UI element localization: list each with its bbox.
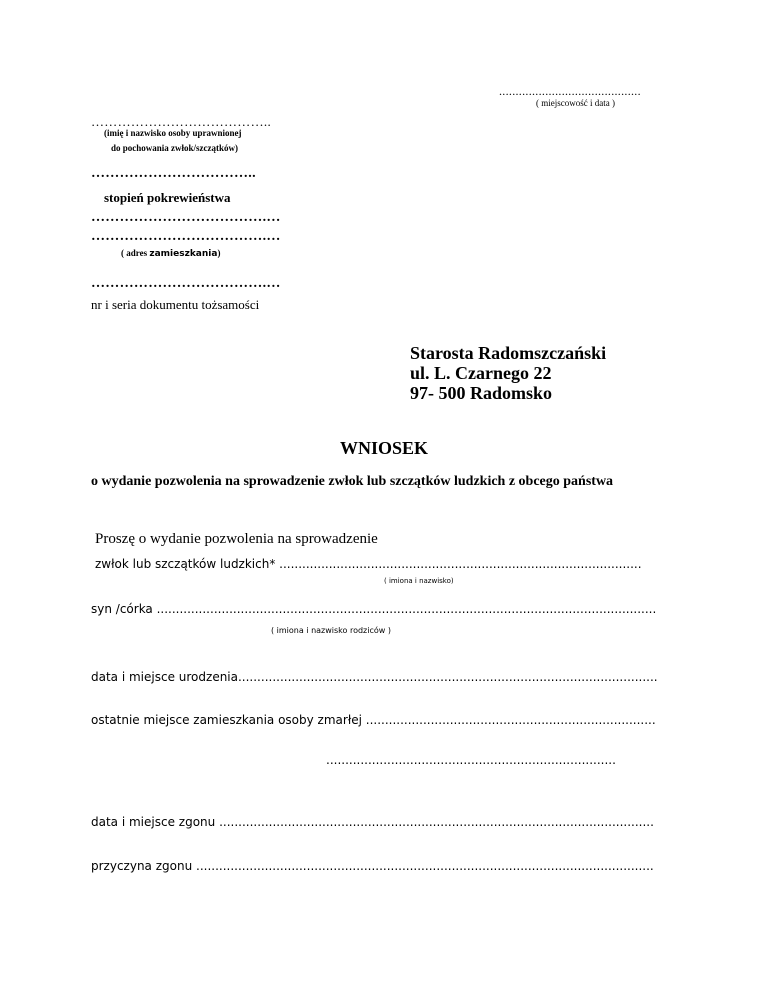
applicant-name-dots: …………………………………..	[91, 114, 271, 129]
remains-caption: ( imiona i nazwisko)	[384, 577, 454, 585]
intro-text: Proszę o wydanie pozwolenia na sprowadzenie	[95, 531, 378, 547]
birth-field: data i miejsce urodzenia..............................................................................................................	[91, 670, 658, 684]
kinship-label: stopień pokrewieństwa	[104, 190, 231, 205]
recipient-line-2: ul. L. Czarnego 22	[410, 363, 552, 383]
applicant-name-caption-2: do pochowania zwłok/szczątków)	[111, 143, 239, 153]
address-caption-suffix: )	[217, 248, 221, 258]
place-date-dots: ...........................................	[499, 84, 641, 98]
address-dots-2: ……………………………….…	[91, 229, 281, 244]
kinship-dots: ……………………………..	[91, 166, 256, 181]
address-caption-word: zamieszkania	[149, 249, 218, 259]
cause-field: przyczyna zgonu ........................................................................................................................	[91, 859, 654, 873]
death-field: data i miejsce zgonu ..................................................................................................................	[91, 815, 654, 829]
address-caption	[121, 248, 220, 259]
residence-field-2: ............................................................................	[326, 753, 616, 767]
recipient-line-3: 97- 500 Radomsko	[410, 383, 553, 403]
address-caption-prefix: ( adres	[121, 248, 148, 258]
residence-field: ostatnie miejsce zamieszkania osoby zmarłej ............................................................................	[91, 713, 656, 727]
document-title: WNIOSEK	[340, 438, 429, 458]
id-label: nr i seria dokumentu tożsamości	[91, 297, 260, 312]
parent-field: syn /córka ...................................................................................................................................	[91, 602, 657, 616]
recipient-line-1: Starosta Radomszczański	[410, 343, 607, 363]
address-dots-1: ……………………………….…	[91, 210, 281, 225]
parent-caption: ( imiona i nazwisko rodziców )	[271, 626, 391, 635]
remains-field: zwłok lub szczątków ludzkich* ...............................................................................................	[95, 557, 642, 571]
applicant-name-caption-1: (imię i nazwisko osoby uprawnionej	[104, 128, 242, 138]
id-dots: ……………………………….…	[91, 276, 281, 291]
document-subtitle: o wydanie pozwolenia na sprowadzenie zwłok lub szczątków ludzkich z obcego państwa	[91, 474, 614, 489]
place-date-caption: ( miejscowość i data )	[536, 98, 615, 108]
